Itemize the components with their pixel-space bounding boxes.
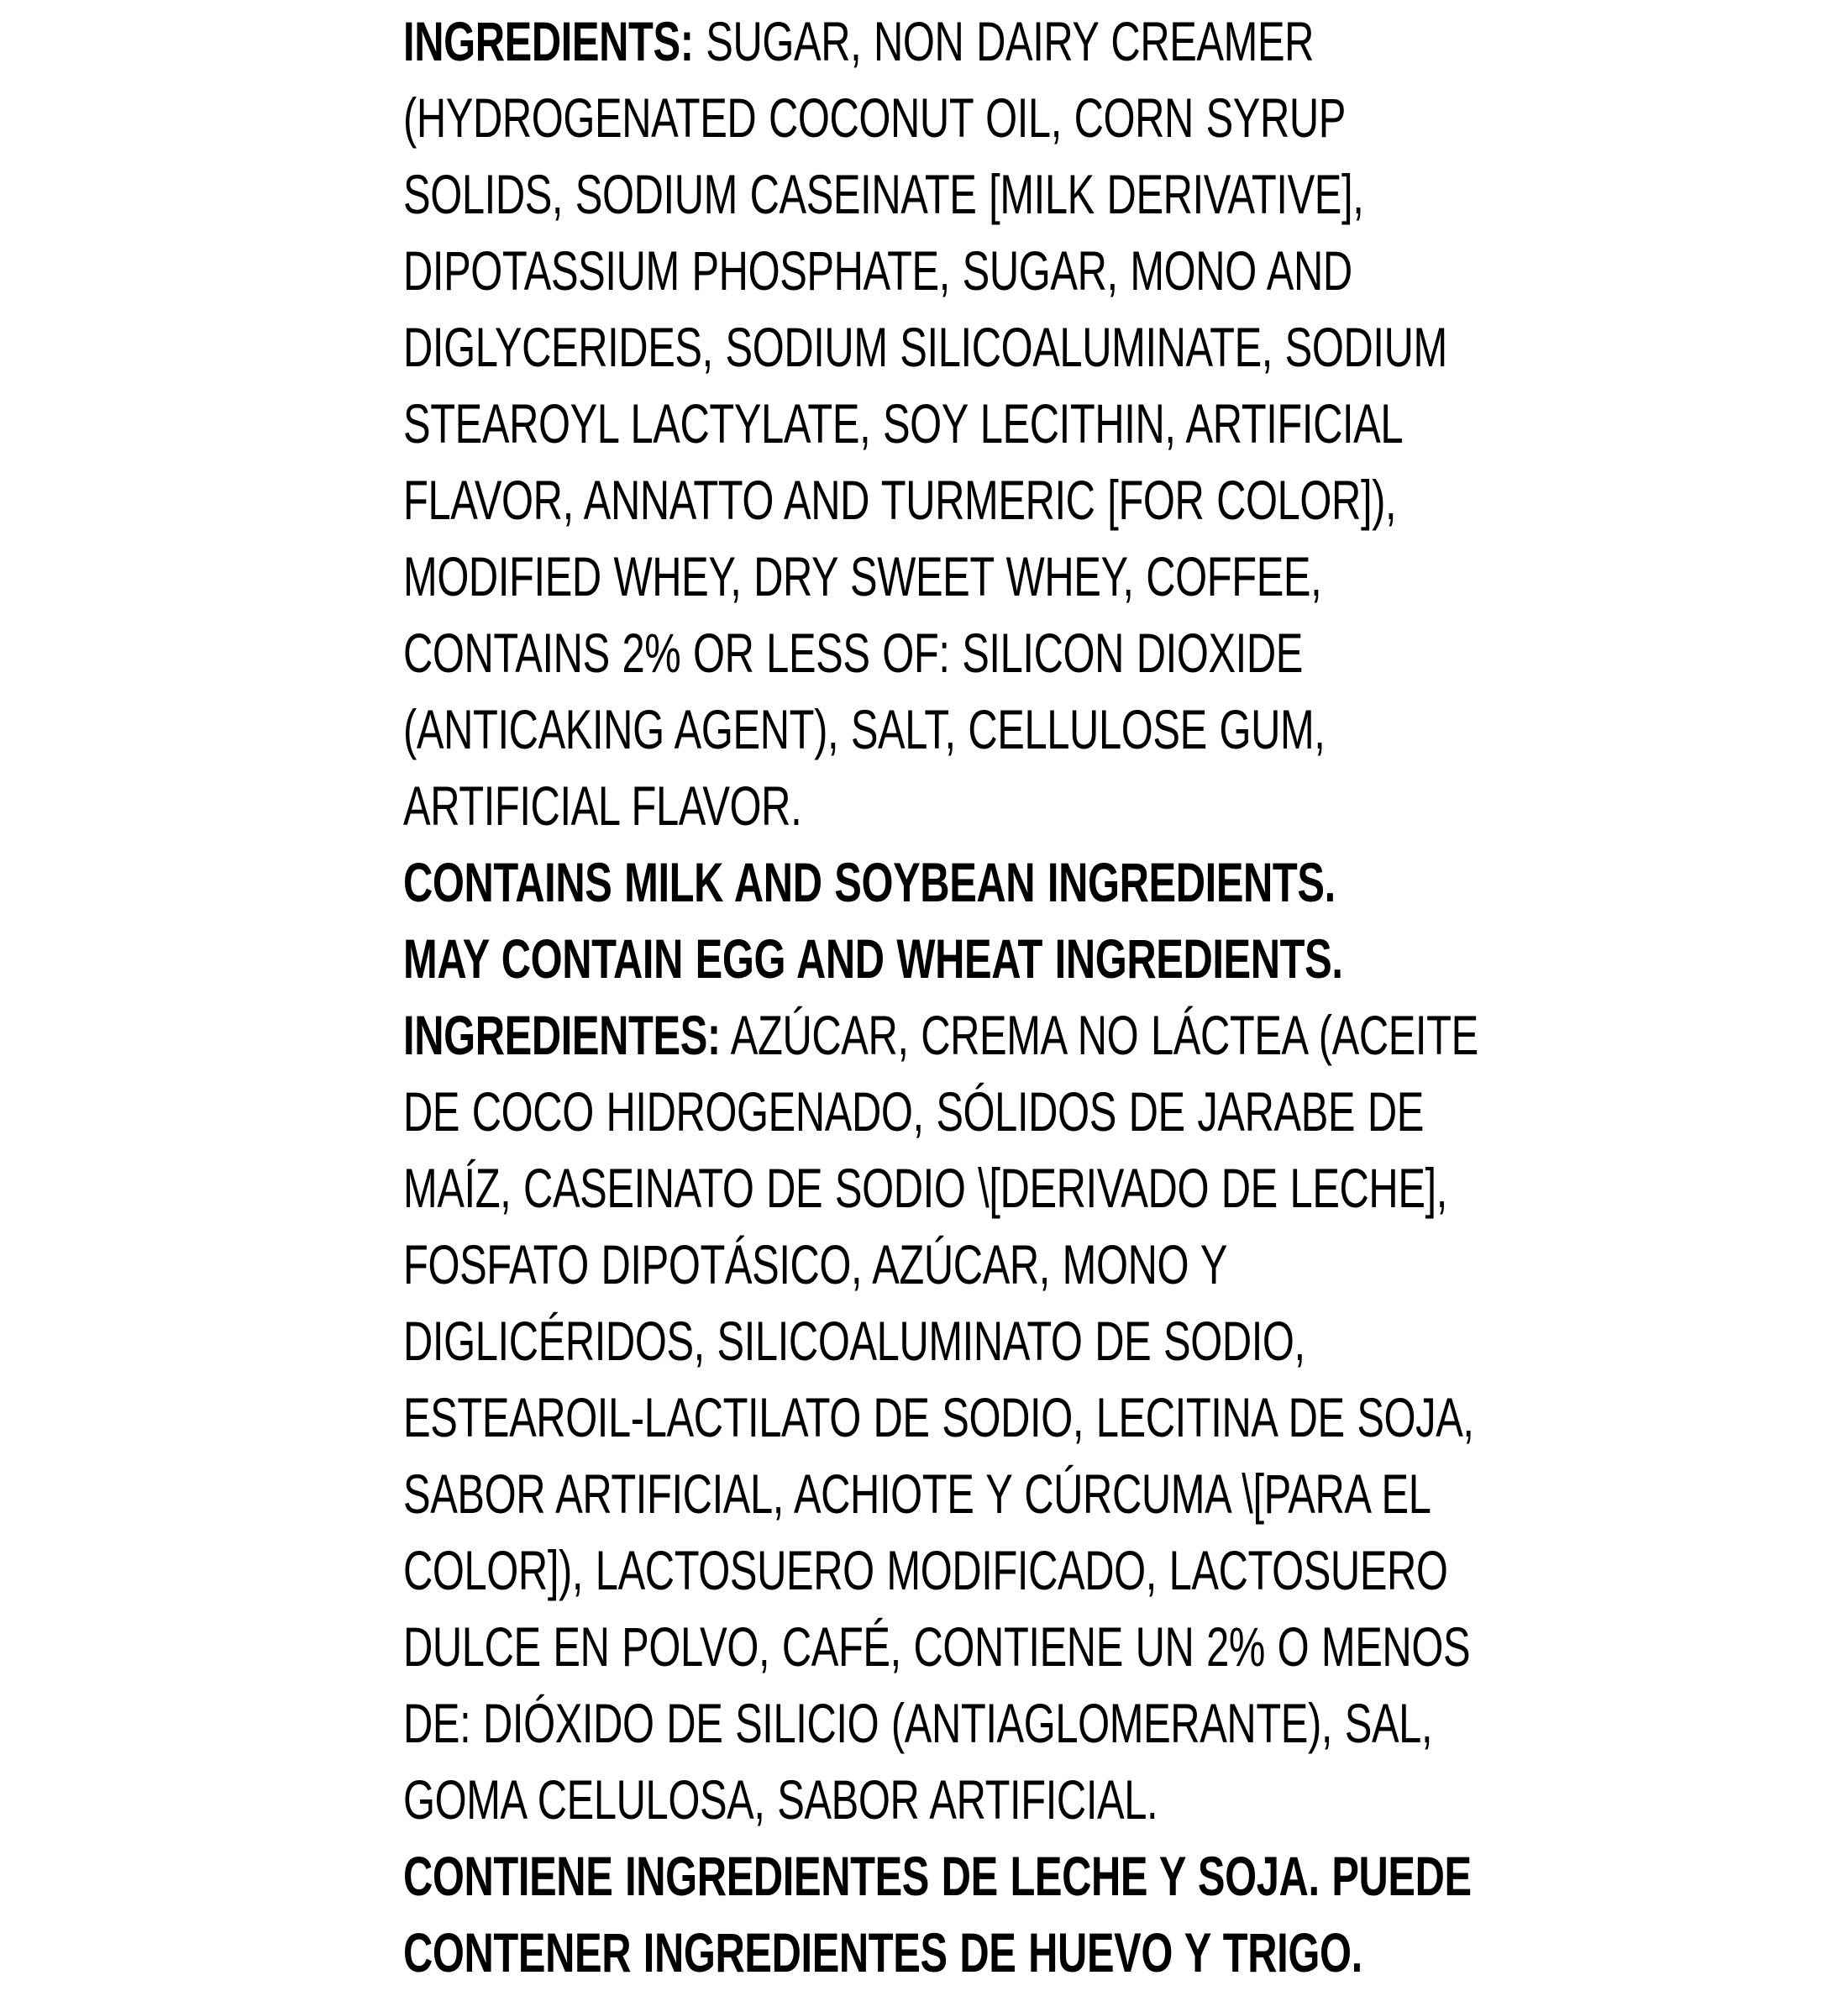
english-allergen-may-contain: MAY CONTAIN EGG AND WHEAT INGREDIENTS. bbox=[403, 927, 1343, 990]
english-ingredients-text: SUGAR, NON DAIRY CREAMER (HYDROGENATED COCONUT OIL, CORN SYRUP SOLIDS, SODIUM CASEINATE [MILK DERIVATIVE], DIPOTASSIUM PHOSPHATE, SUGAR, MONO AND DIGLYCERIDES, SODIUM SILICOALUMINATE, SODIUM STEAROYL LACTYLATE, SOY LECITHIN, ARTIFICIAL FLAVOR, ANNATTO AND TURMERIC [FOR COLOR]), MODIFIED WHEY, DRY SWEET WHEY, COFFEE, CONTAINS 2% OR LESS OF: SILICON DIOXIDE (ANTICAKING AGENT), SALT, CELLULOSE GUM, ARTIFICIAL FLAVOR. bbox=[403, 10, 1447, 837]
spanish-ingredients bbox=[403, 997, 1495, 1838]
english-ingredients-heading: INGREDIENTS: bbox=[403, 10, 694, 72]
ingredient-label bbox=[403, 3, 1495, 1991]
spanish-ingredients-text: AZÚCAR, CREMA NO LÁCTEA (ACEITE DE COCO HIDROGENADO, SÓLIDOS DE JARABE DE MAÍZ, CASEINATO DE SODIO \[DERIVADO DE LECHE], FOSFATO DIPOTÁSICO, AZÚCAR, MONO Y DIGLICÉRIDOS, SILICOALUMINATO DE SODIO, ESTEAROIL-LACTILATO DE SODIO, LECITINA DE SOJA, SABOR ARTIFICIAL, ACHIOTE Y CÚRCUMA \[PARA EL COLOR]), LACTOSUERO MODIFICADO, LACTOSUERO DULCE EN POLVO, CAFÉ, CONTIENE UN 2% O MENOS DE: DIÓXIDO DE SILICIO (ANTIAGLOMERANTE), SAL, GOMA CELULOSA, SABOR ARTIFICIAL. bbox=[403, 1004, 1478, 1831]
english-allergen-contains: CONTAINS MILK AND SOYBEAN INGREDIENTS. bbox=[403, 851, 1336, 913]
spanish-ingredients-heading: INGREDIENTES: bbox=[403, 1004, 721, 1066]
spanish-allergen-statement: CONTIENE INGREDIENTES DE LECHE Y SOJA. PUEDE CONTENER INGREDIENTES DE HUEVO Y TRIGO. bbox=[403, 1845, 1472, 1983]
english-ingredients bbox=[403, 3, 1495, 844]
